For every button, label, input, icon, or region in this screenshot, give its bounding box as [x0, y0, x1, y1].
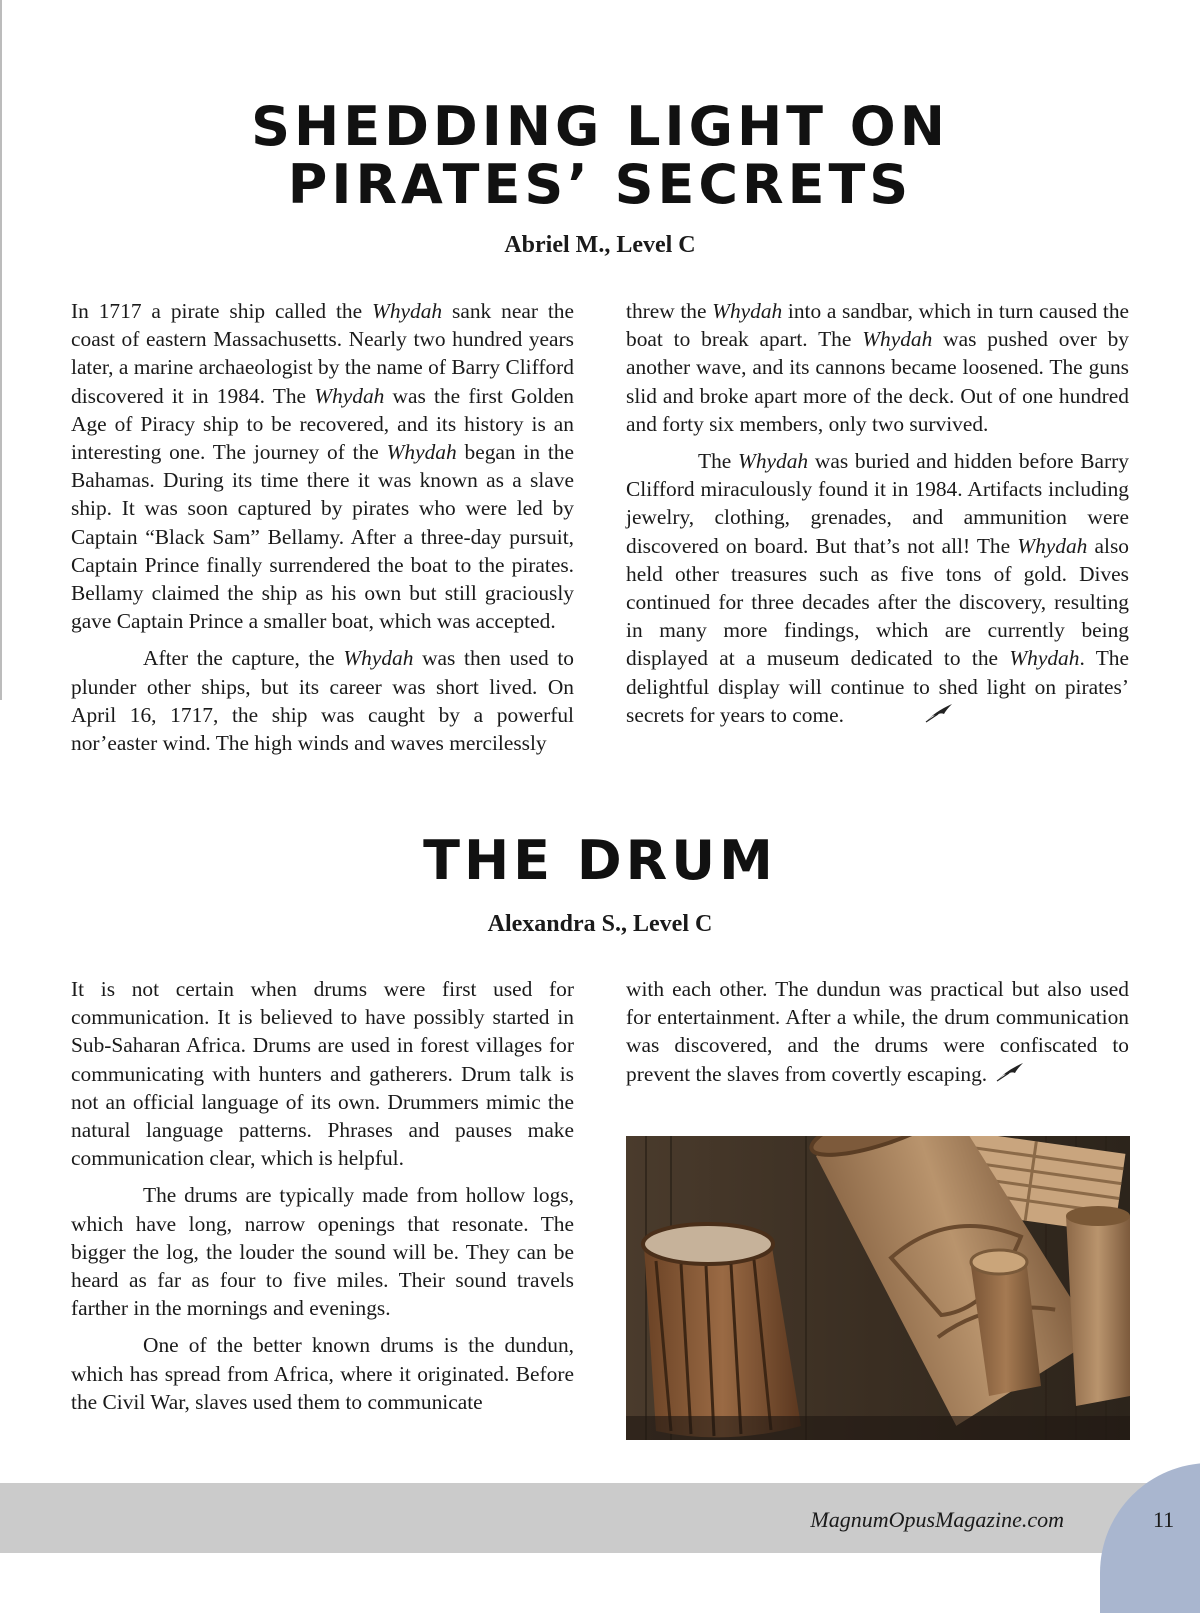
- article1-paragraph-1: In 1717 a pirate ship called the Whydah sank near the coast of eastern Massachusetts. Nearly two hundred years later, a marine archaeologist by the name of Barry Clifford discovered it in 1984. The Whydah was the first Golden Age of Piracy ship to be recovered, and its history is an interesting one. The journey of the Whydah began in the Bahamas. During its time there it was known as a slave ship. It was soon captured by pirates who were led by Captain “Black Sam” Bellamy. After a three-day pursuit, Captain Prince finally surrendered the boat to the pirates. Bellamy claimed the ship as his own but still graciously gave Captain Prince a smaller boat, which was accepted.: [71, 299, 575, 634]
- italic-ship-name: Whydah: [372, 299, 443, 323]
- italic-ship-name: Whydah: [343, 646, 414, 671]
- article1-title-line2: PIRATES’ SECRETS: [287, 153, 913, 216]
- italic-ship-name: Whydah: [1009, 646, 1080, 671]
- article2-paragraph-2: The drums are typically made from hollow logs, which have long, narrow openings that resonate. The bigger the log, the louder the sound will be. They can be heard as far as four to five miles. Their sound travels farther in the mornings and evenings.: [71, 1183, 574, 1321]
- italic-ship-name: Whydah: [1017, 533, 1088, 558]
- italic-ship-name: Whydah: [712, 299, 783, 323]
- quill-icon: [995, 1061, 1025, 1090]
- article2-right-column: [626, 975, 1129, 1099]
- italic-ship-name: Whydah: [386, 440, 457, 465]
- article2-byline: Alexandra S., Level C: [487, 911, 713, 937]
- article2-title: THE DRUM: [423, 829, 777, 892]
- footer-website: MagnumOpusMagazine.com: [810, 1507, 1064, 1532]
- italic-ship-name: Whydah: [314, 383, 385, 408]
- article1-title: [0, 95, 1200, 216]
- article2-paragraph-4: with each other. The dundun was practical but also used for entertainment. After a while, the drum communication was discovered, and the drums were confiscated to prevent the slaves from covertly escaping.: [626, 975, 1129, 1090]
- page-number: 11: [1153, 1507, 1175, 1532]
- article2-paragraph-3: One of the better known drums is the dundun, which has spread from Africa, where it originated. Before the Civil War, slaves used them to communicate: [71, 1333, 574, 1414]
- article1-left-column: [71, 297, 574, 766]
- article2-left-column: [71, 975, 574, 1425]
- article1-paragraph-4: The Whydah was buried and hidden before Barry Clifford miraculously found it in 1984. Artifacts including jewelry, clothing, grenades, and ammunition were discovered on board. But that’s not all! The Whydah also held other treasures such as five tons of gold. Dives continued for three decades after the discovery, resulting in many more findings, which are currently being displayed at a museum dedicated to the Whydah. The delightful display will continue to shed light on pirates’ secrets for years to come.: [626, 447, 1129, 731]
- italic-ship-name: Whydah: [862, 327, 933, 352]
- article2-paragraph-1: It is not certain when drums were first used for communication. It is believed to have possibly started in Sub-Saharan Africa. Drums are used in forest villages for communicating with hunters and gatherers. Drum talk is not an official language of its own. Drummers mimic the natural language patterns. Phrases and pauses make communication clear, which is helpful.: [71, 977, 574, 1171]
- article1-byline: Abriel M., Level C: [504, 232, 696, 258]
- italic-ship-name: Whydah: [738, 449, 809, 474]
- article1-title-line1: SHEDDING LIGHT ON: [251, 95, 949, 158]
- article1-right-column: [626, 297, 1129, 740]
- article1-paragraph-3: threw the Whydah into a sandbar, which in turn caused the boat to break apart. The Whydah was pushed over by another wave, and its cannons became loosened. The guns slid and broke apart more of the deck. Out of one hundred and forty six members, only two survived.: [626, 299, 1130, 436]
- article1-paragraph-2: After the capture, the Whydah was then used to plunder other ships, but its career was short lived. On April 16, 1717, the ship was caught by a powerful nor’easter wind. The high winds and waves mercilessly: [71, 646, 574, 756]
- drums-photo: [626, 1136, 1130, 1440]
- quill-icon: [852, 702, 954, 731]
